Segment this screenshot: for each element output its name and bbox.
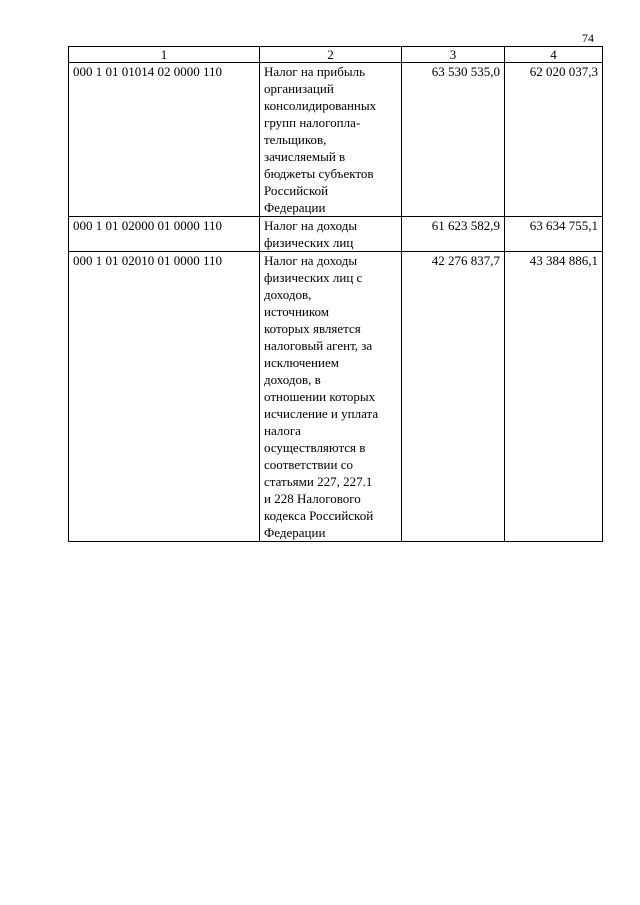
revenue-name-line: Налог на доходы xyxy=(264,253,358,268)
table-row xyxy=(69,217,603,252)
revenue-name-line: осуществляются в xyxy=(264,440,366,455)
column-header-1: 1 xyxy=(69,47,260,63)
value-col3-cell: 63 530 535,0 xyxy=(402,63,505,217)
revenue-name-line: статьями 227, 227.1 xyxy=(264,474,373,489)
table-row xyxy=(69,63,603,217)
revenue-name-line: физических лиц с xyxy=(264,270,363,285)
revenue-name-line: бюджеты субъектов xyxy=(264,166,374,181)
revenue-name-line: налога xyxy=(264,423,301,438)
revenue-name-line: доходов, в xyxy=(264,372,321,387)
revenue-name-line: доходов, xyxy=(264,287,312,302)
revenue-name-line: и 228 Налогового xyxy=(264,491,361,506)
value-col4-cell: 62 020 037,3 xyxy=(505,63,603,217)
revenue-code-cell: 000 1 01 02000 01 0000 110 xyxy=(69,217,260,252)
value-col3-cell: 61 623 582,9 xyxy=(402,217,505,252)
revenue-name-line: Федерации xyxy=(264,525,326,540)
revenue-name-line: исключением xyxy=(264,355,339,370)
budget-revenue-table xyxy=(68,46,603,542)
revenue-name-line: отношении которых xyxy=(264,389,376,404)
revenue-name-line: групп налогопла- xyxy=(264,115,361,130)
table-row xyxy=(69,252,603,542)
column-header-2: 2 xyxy=(260,47,402,63)
value-col3-cell: 42 276 837,7 xyxy=(402,252,505,542)
revenue-name-line: налоговый агент, за xyxy=(264,338,373,353)
revenue-name-line: консолидированных xyxy=(264,98,377,113)
page-number: 74 xyxy=(582,31,594,45)
revenue-name-line: Российской xyxy=(264,183,329,198)
revenue-name-line: которых является xyxy=(264,321,361,336)
revenue-name-line: соответствии со xyxy=(264,457,353,472)
column-header-4: 4 xyxy=(505,47,603,63)
value-col4-cell: 63 634 755,1 xyxy=(505,217,603,252)
revenue-name-line: источником xyxy=(264,304,329,319)
revenue-name-cell xyxy=(260,63,402,217)
revenue-code-cell: 000 1 01 01014 02 0000 110 xyxy=(69,63,260,217)
revenue-name-line: физических лиц xyxy=(264,235,354,250)
revenue-code-cell: 000 1 01 02010 01 0000 110 xyxy=(69,252,260,542)
revenue-name-line: тельщиков, xyxy=(264,132,327,147)
revenue-name-line: исчисление и уплата xyxy=(264,406,379,421)
column-header-3: 3 xyxy=(402,47,505,63)
revenue-name-line: Федерации xyxy=(264,200,326,215)
value-col4-cell: 43 384 886,1 xyxy=(505,252,603,542)
revenue-name-line: кодекса Российской xyxy=(264,508,374,523)
table-header-row xyxy=(69,47,603,63)
revenue-name-line: Налог на прибыль xyxy=(264,64,365,79)
revenue-name-cell xyxy=(260,252,402,542)
revenue-name-line: организаций xyxy=(264,81,334,96)
revenue-name-cell xyxy=(260,217,402,252)
revenue-name-line: зачисляемый в xyxy=(264,149,346,164)
revenue-name-line: Налог на доходы xyxy=(264,218,358,233)
